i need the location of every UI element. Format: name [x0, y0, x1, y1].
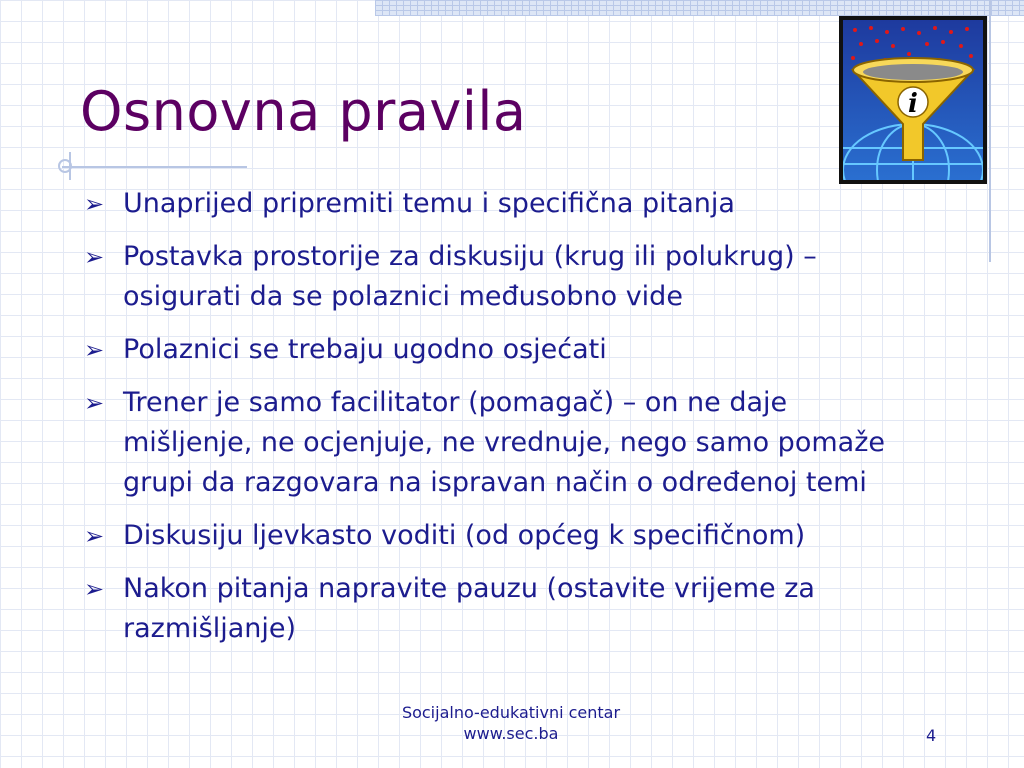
arrow-bullet-icon: ➢ — [84, 243, 105, 271]
slide-title: Osnovna pravila — [80, 80, 527, 143]
bullet-text: Polaznici se trebaju ugodno osjećati — [123, 334, 607, 365]
bullet-text: Unaprijed pripremiti temu i specifična pitanja — [123, 188, 735, 219]
arrow-bullet-icon: ➢ — [84, 190, 105, 218]
bullet-text: Postavka prostorije za diskusiju (krug ili polukrug) – osigurati da se polaznici međusobno vide — [123, 241, 817, 312]
bullet-text: Trener je samo facilitator (pomagač) – on ne daje mišljenje, ne ocjenjuje, ne vrednuje, nego samo pomaže grupi da razgovara na ispravan način o određenoj temi — [123, 387, 885, 498]
bullet-list — [84, 184, 904, 662]
right-decor-line — [989, 0, 991, 262]
footer-organization: Socijalno-edukativni centar — [401, 703, 621, 722]
title-underline — [62, 166, 247, 168]
footer-text — [366, 702, 656, 744]
title-crosshair-ring — [58, 159, 72, 173]
funnel-info-icon — [839, 16, 987, 184]
arrow-bullet-icon: ➢ — [84, 522, 105, 550]
bullet-item — [84, 237, 904, 317]
arrow-bullet-icon: ➢ — [84, 336, 105, 364]
bullet-item — [84, 184, 904, 224]
bullet-item — [84, 569, 904, 649]
info-letter: i — [908, 89, 918, 119]
arrow-bullet-icon: ➢ — [84, 389, 105, 417]
funnel-info-graphic — [843, 20, 983, 180]
slide-number: 4 — [926, 726, 937, 745]
bullet-text: Nakon pitanja napravite pauzu (ostavite vrijeme za razmišljanje) — [123, 573, 815, 644]
footer-website: www.sec.ba — [463, 724, 559, 743]
bullet-text: Diskusiju ljevkasto voditi (od općeg k specifičnom) — [123, 520, 806, 551]
top-decor-band — [375, 0, 1024, 16]
bullet-item — [84, 383, 904, 503]
bullet-item — [84, 330, 904, 370]
arrow-bullet-icon: ➢ — [84, 575, 105, 603]
bullet-item — [84, 516, 904, 556]
